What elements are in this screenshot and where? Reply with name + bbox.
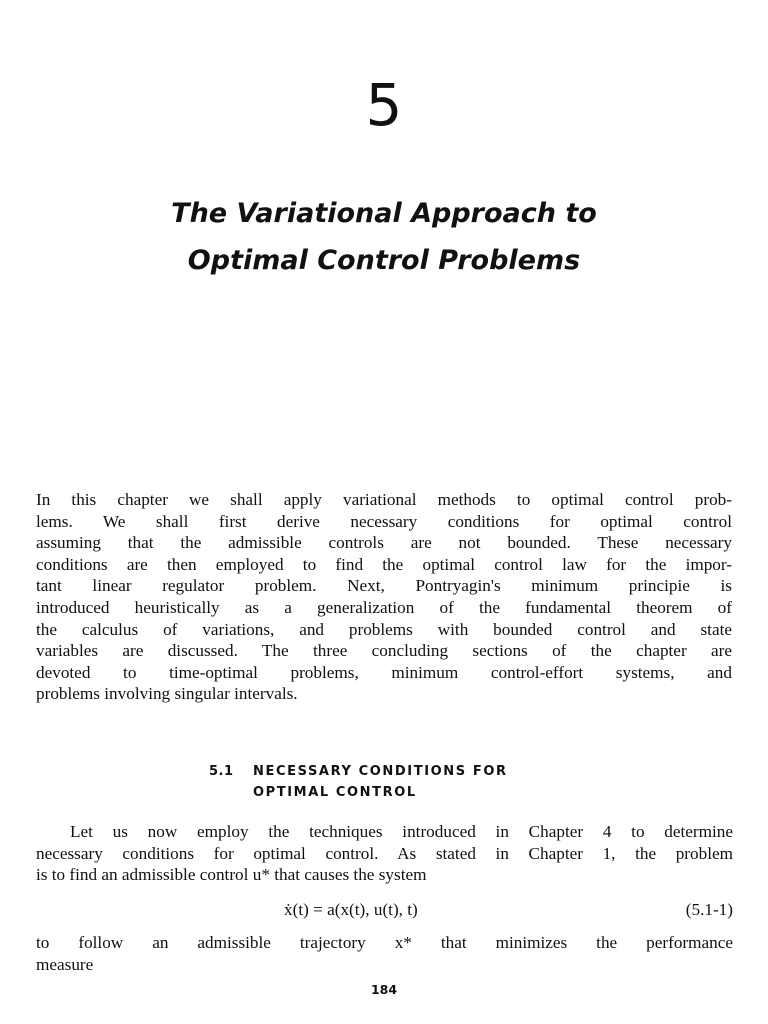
body-line: measure: [36, 954, 94, 974]
intro-line: assuming that the admissible controls are not bounded. These necessary: [36, 533, 732, 553]
equation-5-1-1: [36, 898, 733, 922]
section-heading: [209, 761, 508, 803]
section-number: 5.1: [209, 764, 234, 779]
intro-line: devoted to time-optimal problems, minimum control-effort systems, and: [36, 662, 732, 682]
section-title-line: OPTIMAL CONTROL: [253, 785, 417, 800]
intro-line: introduced heuristically as a generalization of the fundamental theorem of: [36, 597, 732, 617]
intro-line: conditions are then employed to find the optimal control law for the impor-: [36, 554, 732, 574]
section-title-line: NECESSARY CONDITIONS FOR: [253, 764, 508, 779]
intro-line: problems involving singular intervals.: [36, 684, 298, 704]
intro-line: lems. We shall first derive necessary conditions for optimal control: [36, 511, 732, 531]
page-number: 184: [370, 982, 398, 997]
chapter-title-line: Optimal Control Problems: [187, 245, 581, 276]
intro-line: variables are discussed. The three concluding sections of the chapter are: [36, 641, 732, 661]
body-paragraph-continued: [36, 932, 733, 975]
intro-line: tant linear regulator problem. Next, Pontryagin's minimum principie is: [36, 576, 732, 596]
equation-number: (5.1-1): [685, 900, 733, 919]
chapter-title-line: The Variational Approach to: [171, 198, 597, 229]
equation-expression: ẋ(t) = a(x(t), u(t), t): [284, 900, 418, 919]
intro-line: In this chapter we shall apply variational methods to optimal control prob-: [36, 490, 732, 509]
body-line: Let us now employ the techniques introduced in Chapter 4 to determine: [70, 822, 733, 841]
chapter-intro-paragraph: [36, 489, 732, 705]
chapter-title: [0, 190, 768, 284]
chapter-number: 5: [365, 71, 403, 139]
intro-line: the calculus of variations, and problems with bounded control and state: [36, 619, 732, 639]
body-paragraph: [36, 821, 733, 886]
body-line: necessary conditions for optimal control. As stated in Chapter 1, the problem: [36, 843, 733, 863]
body-line: to follow an admissible trajectory x* that minimizes the performance: [36, 933, 733, 952]
body-line: is to find an admissible control u* that causes the system: [36, 865, 427, 885]
